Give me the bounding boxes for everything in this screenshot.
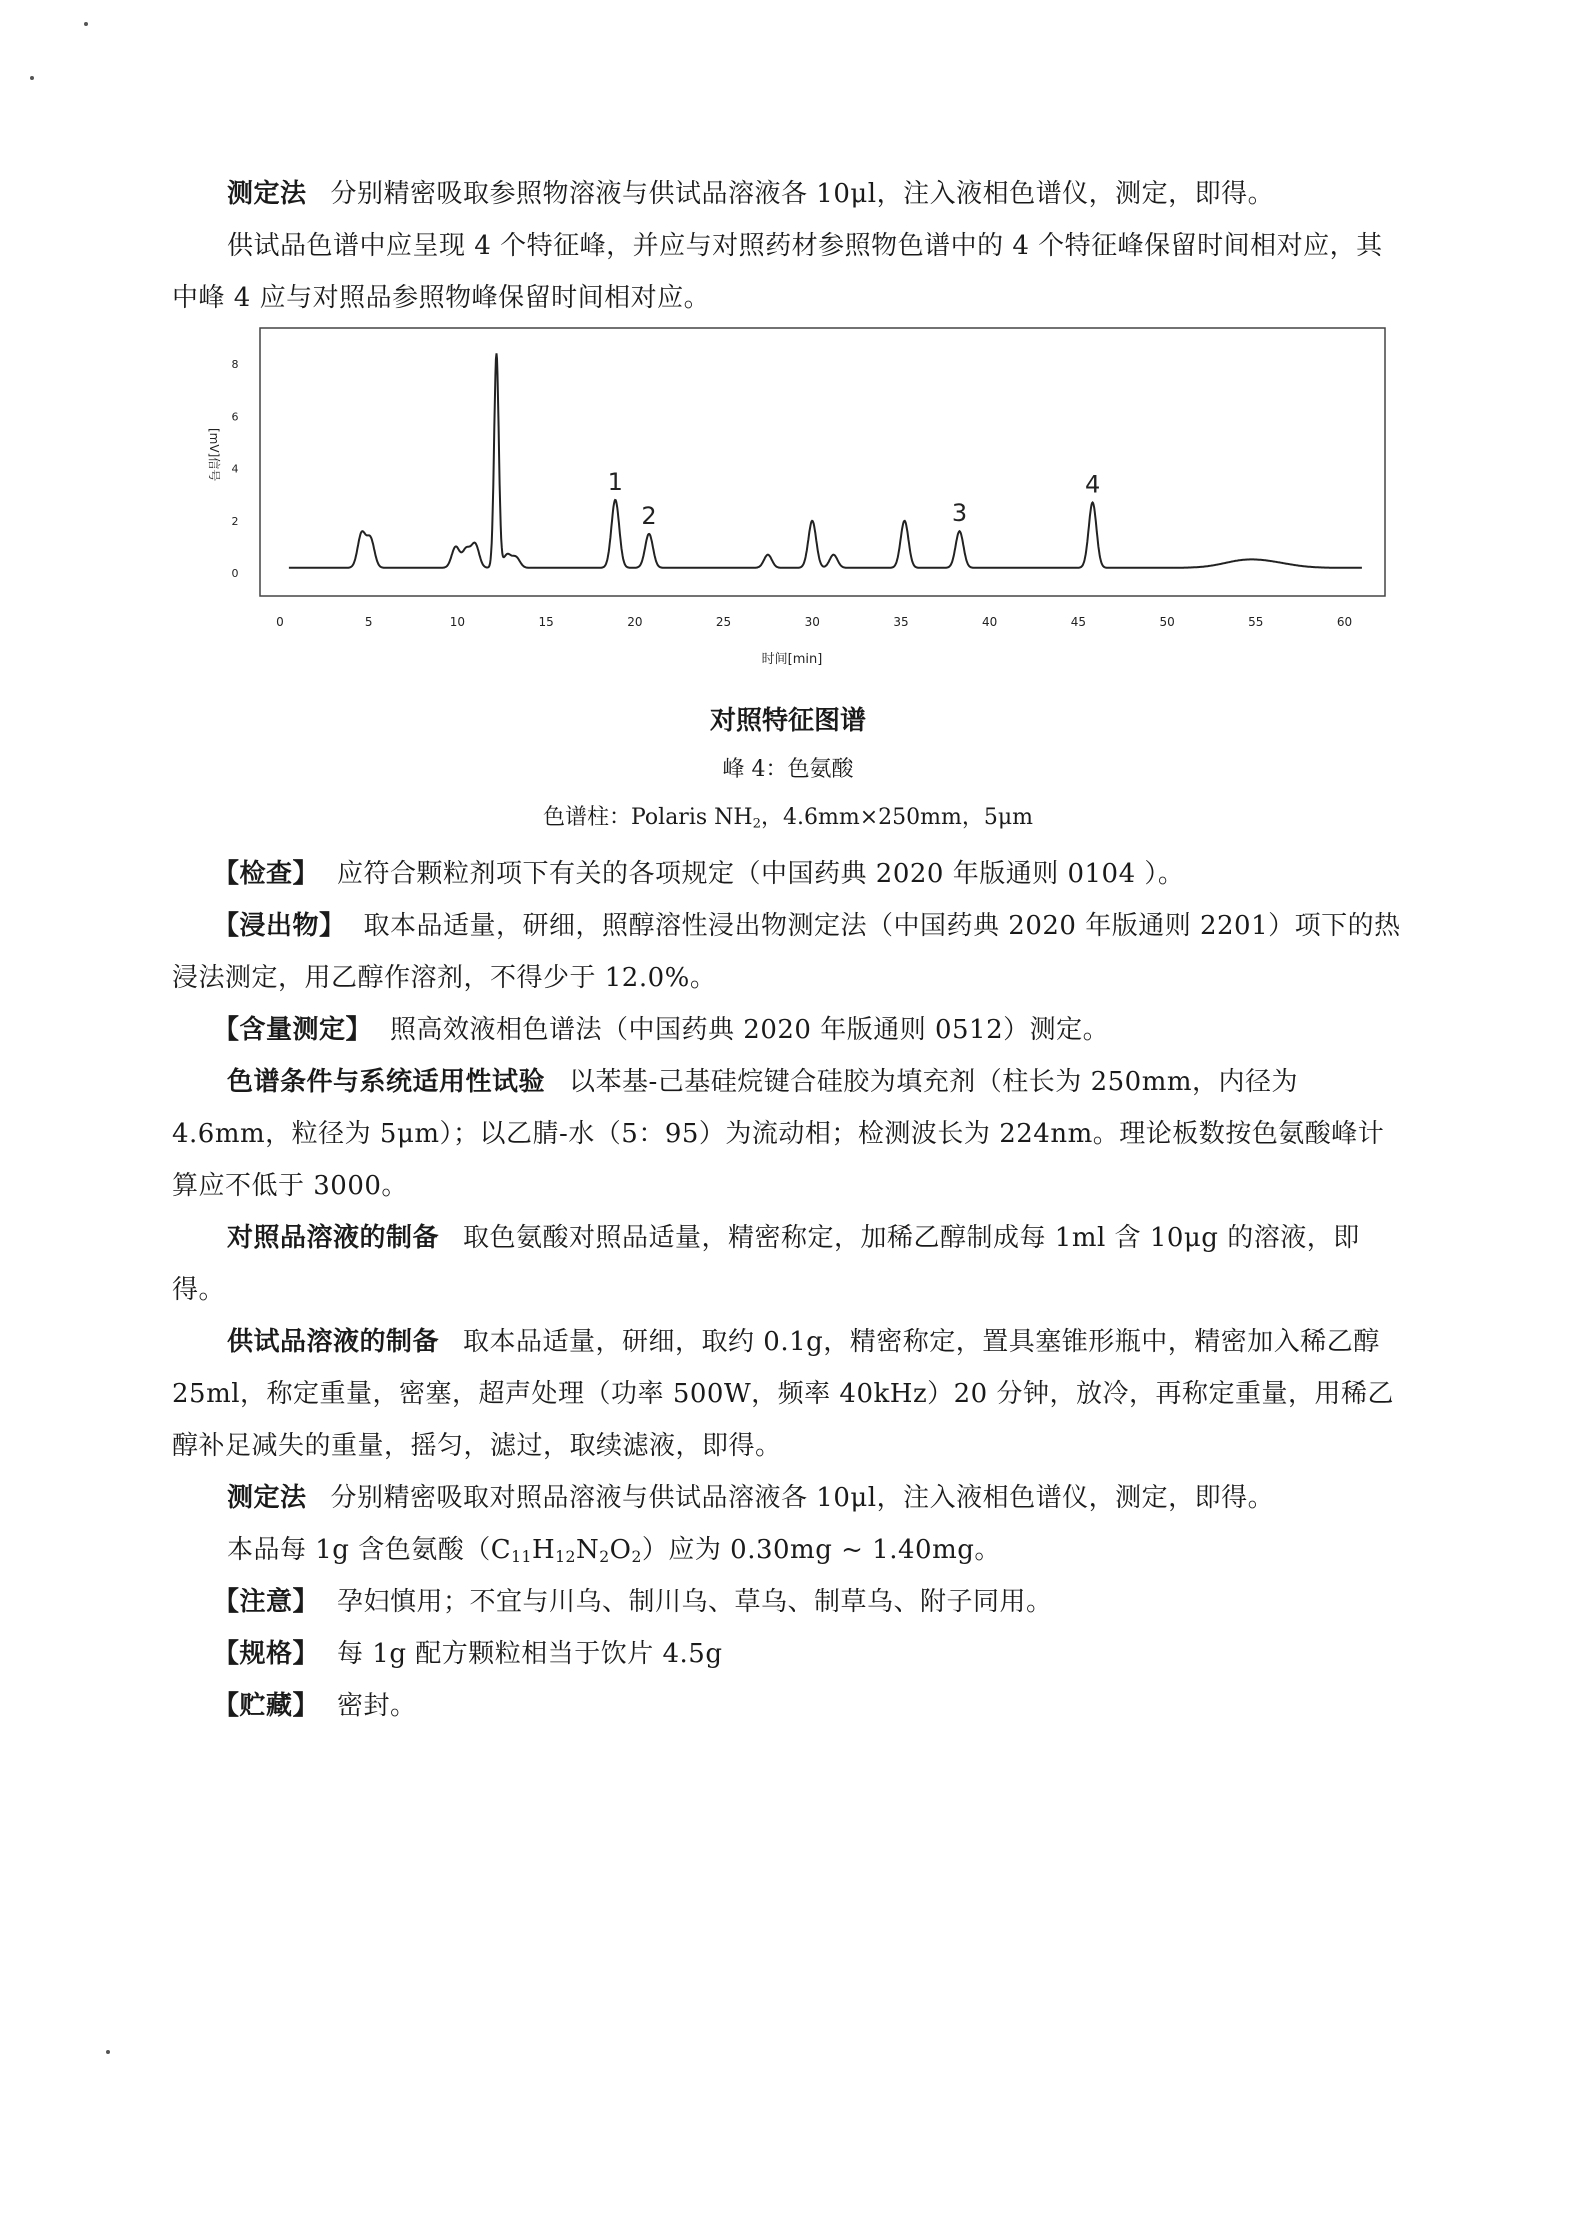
ref-prep-label: 对照品溶液的制备: [227, 1223, 440, 1253]
content-text: 本品每 1g 含色氨酸（C: [227, 1535, 512, 1565]
method2-label: 测定法: [227, 1483, 307, 1513]
check-section: [172, 848, 1404, 900]
method-label: 测定法: [227, 179, 307, 209]
method-paragraph: [172, 168, 1404, 220]
formula-sub: 12: [555, 1547, 576, 1566]
content-paragraph: [172, 1524, 1404, 1576]
x-tick-label: 40: [982, 615, 998, 629]
x-tick-label: 35: [893, 615, 909, 629]
requirement-text: 供试品色谱中应呈现 4 个特征峰，并应与对照药材参照物色谱中的 4 个特征峰保留时间相对应，其中峰 4 应与对照品参照物峰保留时间相对应。: [172, 231, 1383, 313]
spec-heading: 【规格】: [213, 1639, 320, 1669]
x-tick-label: 20: [627, 615, 643, 629]
y-tick-label: 0: [231, 567, 239, 580]
caution-heading: 【注意】: [213, 1587, 320, 1617]
caution-section: [172, 1576, 1404, 1628]
column-text: 色谱柱：Polaris NH: [543, 805, 753, 830]
column-text-end: ，4.6mm×250mm，5μm: [760, 805, 1033, 830]
method2-text: 分别精密吸取对照品溶液与供试品溶液各 10μl，注入液相色谱仪，测定，即得。: [330, 1483, 1275, 1513]
storage-text: 密封。: [337, 1691, 417, 1721]
content-text-end: ）应为 0.30mg ~ 1.40mg。: [641, 1535, 1001, 1565]
x-tick-label: 10: [449, 615, 466, 629]
storage-heading: 【贮藏】: [213, 1691, 320, 1721]
formula-sub: 2: [631, 1547, 642, 1566]
x-tick-label: 15: [538, 615, 554, 629]
x-tick-label: 55: [1248, 615, 1264, 629]
formula-o: O: [609, 1535, 632, 1565]
y-tick-label: 6: [231, 410, 239, 424]
conditions-text: 以苯基-己基硅烷键合硅胶为填充剂（柱长为 250mm，内径为 4.6mm，粒径为 5μm）；以乙腈-水（5：95）为流动相；检测波长为 224nm。理论板数按色氨酸峰计算应不低于 3000。: [172, 1067, 1385, 1201]
y-tick-label: 4: [231, 462, 239, 476]
test-prep-text: 取本品适量，研细，取约 0.1g，精密称定，置具塞锥形瓶中，精密加入稀乙醇 25ml，称定重量，密塞，超声处理（功率 500W，频率 40kHz）20 分钟，放冷，再称定重量，用稀乙醇补足减失的重量，摇匀，滤过，取续滤液，即得。: [172, 1327, 1394, 1461]
formula-h: H: [531, 1535, 556, 1565]
assay-section: [172, 1004, 1404, 1056]
y-axis-ticks: [232, 358, 239, 580]
y-tick-label: 2: [231, 514, 239, 528]
chart-title: 对照特征图谱: [709, 706, 866, 736]
caution-text: 孕妇慎用；不宜与川乌、制川乌、草乌、制草乌、附子同用。: [337, 1587, 1053, 1617]
formula-sub: 11: [511, 1547, 532, 1566]
scan-speck: [30, 76, 34, 80]
x-tick-label: 30: [804, 615, 820, 629]
column-subscript: 2: [752, 816, 761, 832]
extract-text: 取本品适量，研细，照醇溶性浸出物测定法（中国药典 2020 年版通则 2201）项下的热浸法测定，用乙醇作溶剂，不得少于 12.0%。: [172, 911, 1401, 993]
method-text: 分别精密吸取参照物溶液与供试品溶液各 10μl，注入液相色谱仪，测定，即得。: [330, 179, 1275, 209]
check-heading: 【检查】: [213, 859, 320, 889]
peak4-caption: 峰 4：色氨酸: [722, 757, 854, 782]
conditions-label: 色谱条件与系统适用性试验: [227, 1067, 546, 1097]
peak-label: 1: [607, 467, 623, 496]
peak-label: 2: [641, 501, 657, 530]
scan-speck: [84, 22, 88, 26]
chart-frame: [260, 328, 1385, 596]
storage-section: [172, 1680, 1404, 1732]
peak-label: 4: [1084, 470, 1101, 499]
requirement-paragraph: [172, 220, 1404, 324]
y-tick-label: 8: [231, 358, 239, 372]
scan-speck: [106, 2050, 110, 2054]
x-axis-label: 时间[min]: [761, 652, 823, 667]
x-tick-label: 50: [1159, 615, 1175, 629]
y-axis-label: [mV]信号: [207, 428, 221, 482]
extract-section: [172, 900, 1404, 1004]
spec-text: 每 1g 配方颗粒相当于饮片 4.5g: [337, 1639, 723, 1669]
x-tick-label: 25: [715, 615, 732, 629]
chromatogram-chart: [180, 318, 1420, 678]
peak-label: 3: [951, 499, 968, 528]
x-tick-label: 5: [364, 615, 373, 629]
check-text: 应符合颗粒剂项下有关的各项规定（中国药典 2020 年版通则 0104 ）。: [337, 859, 1185, 889]
test-prep-paragraph: [172, 1316, 1404, 1472]
ref-prep-paragraph: [172, 1212, 1404, 1316]
conditions-paragraph: [172, 1056, 1404, 1212]
x-tick-label: 60: [1336, 615, 1353, 629]
formula-sub: 2: [599, 1547, 610, 1566]
test-prep-label: 供试品溶液的制备: [227, 1327, 440, 1357]
assay-heading: 【含量测定】: [213, 1015, 373, 1045]
x-axis-ticks: [276, 615, 1352, 629]
extract-heading: 【浸出物】: [213, 911, 346, 941]
method2-paragraph: [172, 1472, 1404, 1524]
formula-n: N: [575, 1535, 600, 1565]
ref-prep-text: 取色氨酸对照品适量，精密称定，加稀乙醇制成每 1ml 含 10μg 的溶液，即得。: [172, 1223, 1360, 1305]
assay-text: 照高效液相色谱法（中国药典 2020 年版通则 0512）测定。: [390, 1015, 1110, 1045]
chromatogram-trace: [289, 353, 1362, 568]
x-tick-label: 0: [276, 615, 284, 629]
spec-section: [172, 1628, 1404, 1680]
column-caption: [172, 800, 1404, 831]
x-tick-label: 45: [1070, 615, 1087, 629]
peak-labels: [608, 468, 1101, 530]
